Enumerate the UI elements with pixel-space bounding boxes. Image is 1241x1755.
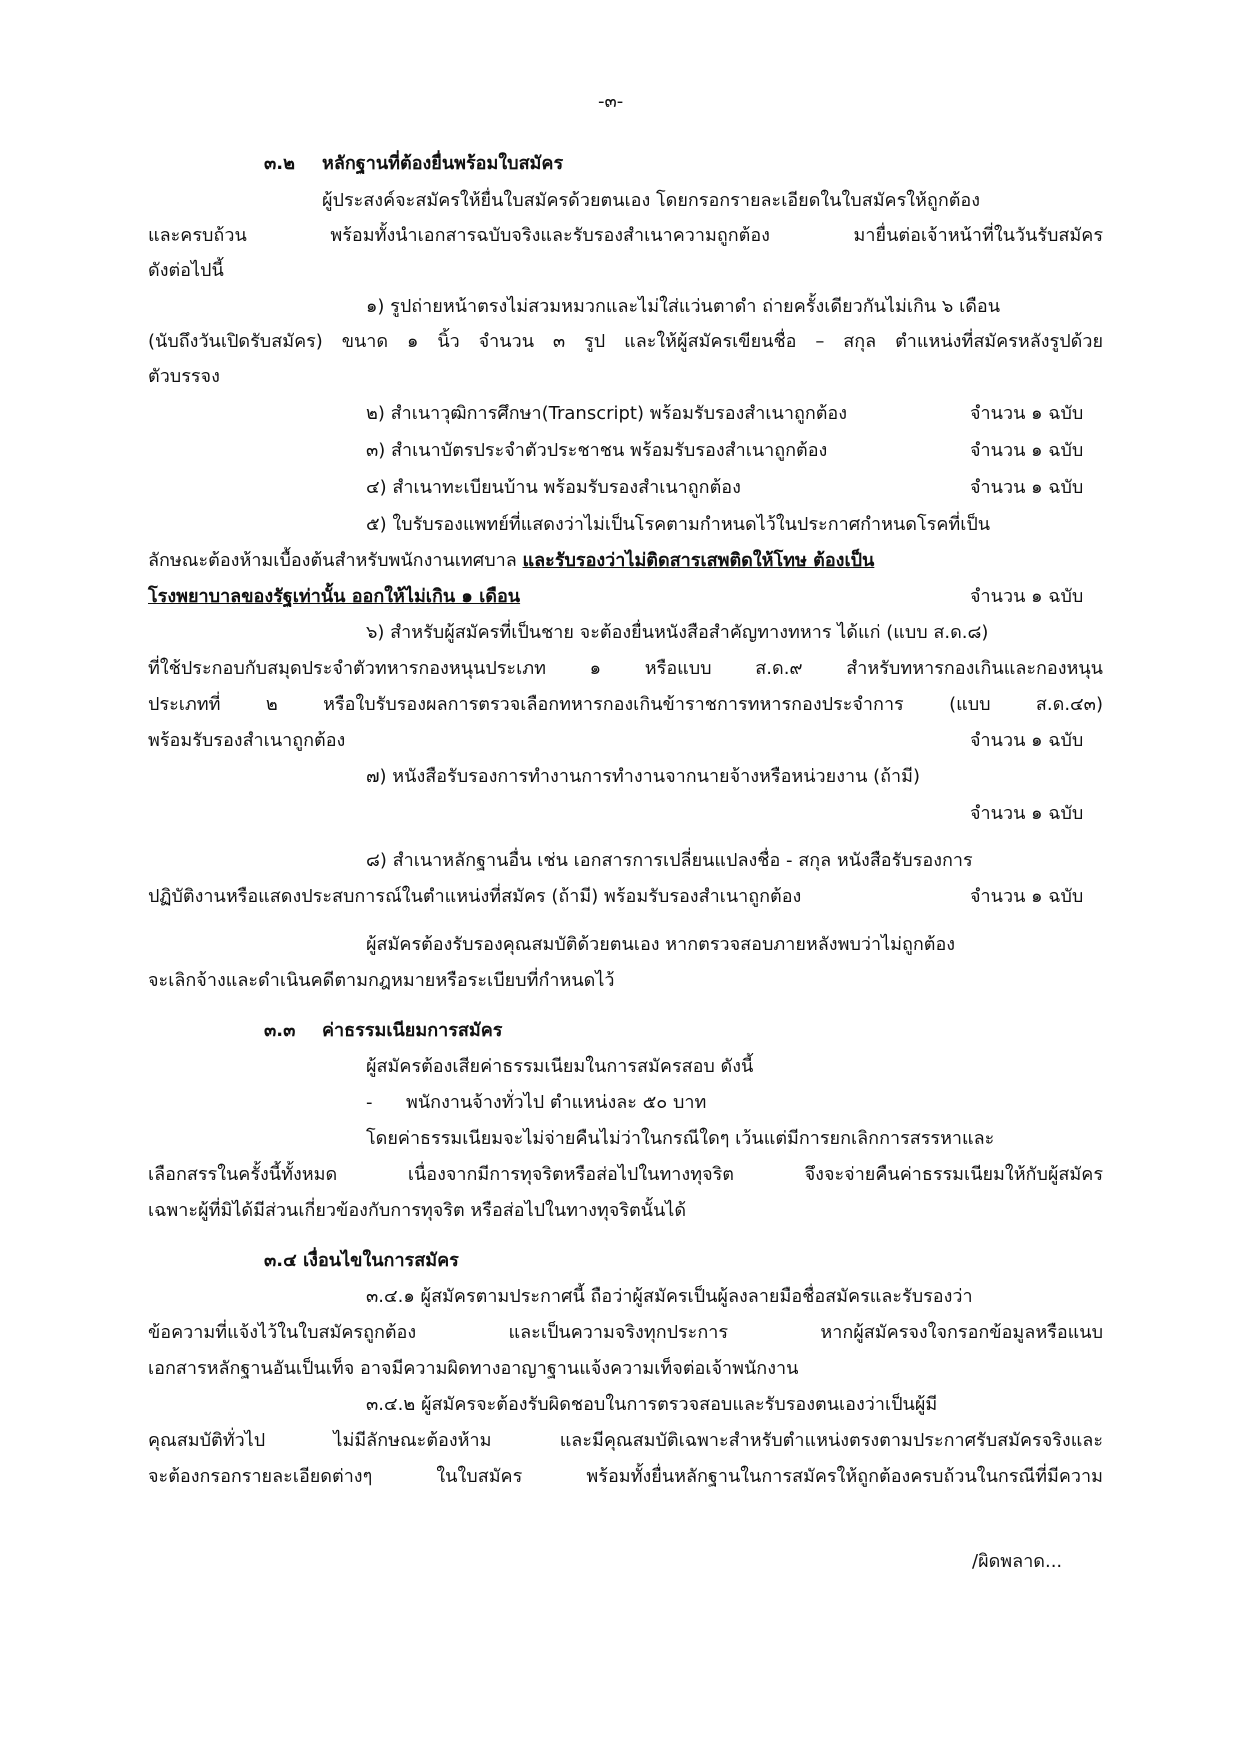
item-4: ๔) สำเนาทะเบียนบ้าน พร้อมรับรองสำเนาถูกต้อง	[366, 477, 741, 498]
item-5-line-2	[148, 547, 874, 575]
section-3-3-number: ๓.๓	[264, 1020, 296, 1041]
cond-1-line-1: ๓.๔.๑ ผู้สมัครตามประกาศนี้ ถือว่าผู้สมัครเป็นผู้ลงลายมือชื่อสมัครและรับรองว่า	[366, 1286, 973, 1307]
fee-para-line-2: เลือกสรรในครั้งนี้ทั้งหมด เนื่องจากมีการทุจริตหรือส่อไปในทางทุจริต จึงจะจ่ายคืนค่าธรรมเนียมให้กับผู้สมัคร	[148, 1164, 1103, 1185]
item-5-line-2-underlined: และรับรองว่าไม่ติดสารเสพติดให้โทษ ต้องเป็น	[522, 550, 875, 571]
item-8-line-1: ๘) สำเนาหลักฐานอื่น เช่น เอกสารการเปลี่ยนแปลงชื่อ - สกุล หนังสือรับรองการ	[366, 850, 973, 871]
item-3-quantity: จำนวน ๑ ฉบับ	[970, 440, 1084, 461]
section-3-2-intro-line-2: และครบถ้วน พร้อมทั้งนำเอกสารฉบับจริงและรับรองสำเนาความถูกต้อง มายื่นต่อเจ้าหน้าที่ในวันรับสมัคร	[148, 225, 1103, 246]
section-3-2-number: ๓.๒	[264, 153, 296, 174]
fee-bullet: พนักงานจ้างทั่วไป ตำแหน่งละ ๕๐ บาท	[406, 1092, 707, 1113]
item-5-line-1: ๕) ใบรับรองแพทย์ที่แสดงว่าไม่เป็นโรคตามกำหนดไว้ในประกาศกำหนดโรคที่เป็น	[366, 514, 991, 535]
cond-2-line-1: ๓.๔.๒ ผู้สมัครจะต้องรับผิดชอบในการตรวจสอบและรับรองตนเองว่าเป็นผู้มี	[366, 1394, 938, 1415]
item-6-line-2: ที่ใช้ประกอบกับสมุดประจำตัวทหารกองหนุนประเภท ๑ หรือแบบ ส.ด.๙ สำหรับทหารกองเกินและกองหนุน	[148, 658, 1103, 679]
item-5-quantity: จำนวน ๑ ฉบับ	[970, 586, 1084, 607]
item-4-quantity: จำนวน ๑ ฉบับ	[970, 477, 1084, 498]
item-7-quantity: จำนวน ๑ ฉบับ	[970, 803, 1084, 824]
section-3-2-heading: หลักฐานที่ต้องยื่นพร้อมใบสมัคร	[322, 153, 564, 174]
item-1-line-2: (นับถึงวันเปิดรับสมัคร) ขนาด ๑ นิ้ว จำนวน ๓ รูป และให้ผู้สมัครเขียนชื่อ – สกุล ตำแหน่งที่สมัครหลังรูปด้วย	[148, 331, 1103, 352]
cond-2-line-3: จะต้องกรอกรายละเอียดต่างๆ ในใบสมัคร พร้อมทั้งยื่นหลักฐานในการสมัครให้ถูกต้องครบถ้วนในกรณีที่มีความ	[148, 1466, 1103, 1487]
item-5-line-3-underlined: โรงพยาบาลของรัฐเท่านั้น ออกให้ไม่เกิน ๑ เดือน	[148, 586, 521, 607]
item-8-line-2: ปฏิบัติงานหรือแสดงประสบการณ์ในตำแหน่งที่สมัคร (ถ้ามี) พร้อมรับรองสำเนาถูกต้อง	[148, 886, 802, 907]
section-3-3-heading: ค่าธรรมเนียมการสมัคร	[322, 1020, 503, 1041]
item-6-line-3: ประเภทที่ ๒ หรือใบรับรองผลการตรวจเลือกทหารกองเกินข้าราชการทหารกองประจำการ (แบบ ส.ด.๔๓)	[148, 694, 1103, 715]
item-6-line-4: พร้อมรับรองสำเนาถูกต้อง	[148, 730, 346, 751]
fee-para-line-1: โดยค่าธรรมเนียมจะไม่จ่ายคืนไม่ว่าในกรณีใดๆ เว้นแต่มีการยกเลิกการสรรหาและ	[366, 1128, 995, 1149]
page-number: -๓-	[598, 91, 624, 112]
item-6-quantity: จำนวน ๑ ฉบับ	[970, 730, 1084, 751]
item-2-quantity: จำนวน ๑ ฉบับ	[970, 403, 1084, 424]
closing-line-1: ผู้สมัครต้องรับรองคุณสมบัติด้วยตนเอง หากตรวจสอบภายหลังพบว่าไม่ถูกต้อง	[366, 934, 956, 955]
section-3-3-line-1: ผู้สมัครต้องเสียค่าธรรมเนียมในการสมัครสอบ ดังนี้	[366, 1056, 754, 1077]
item-7: ๗) หนังสือรับรองการทำงานการทำงานจากนายจ้างหรือหน่วยงาน (ถ้ามี)	[366, 766, 921, 787]
section-3-2-intro-line-1: ผู้ประสงค์จะสมัครให้ยื่นใบสมัครด้วยตนเอง โดยกรอกรายละเอียดในใบสมัครให้ถูกต้อง	[322, 190, 981, 211]
closing-line-2: จะเลิกจ้างและดำเนินคดีตามกฎหมายหรือระเบียบที่กำหนดไว้	[148, 970, 615, 991]
item-8-quantity: จำนวน ๑ ฉบับ	[970, 886, 1084, 907]
item-3: ๓) สำเนาบัตรประจำตัวประชาชน พร้อมรับรองสำเนาถูกต้อง	[366, 440, 828, 461]
item-5-line-2-text: ลักษณะต้องห้ามเบื้องต้นสำหรับพนักงานเทศบาล	[148, 550, 523, 571]
fee-bullet-dash: -	[366, 1092, 373, 1113]
fee-para-line-3: เฉพาะผู้ที่มิได้มีส่วนเกี่ยวข้องกับการทุจริต หรือส่อไปในทางทุจริตนั้นได้	[148, 1200, 687, 1221]
item-1-line-3: ตัวบรรจง	[148, 366, 220, 387]
continuation-marker: /ผิดพลาด...	[972, 1551, 1063, 1572]
item-1-line-1: ๑) รูปถ่ายหน้าตรงไม่สวมหมวกและไม่ใส่แว่นตาดำ ถ่ายครั้งเดียวกันไม่เกิน ๖ เดือน	[366, 296, 1001, 317]
cond-1-line-2: ข้อความที่แจ้งไว้ในใบสมัครถูกต้อง และเป็นความจริงทุกประการ หากผู้สมัครจงใจกรอกข้อมูลหรือแนบ	[148, 1322, 1103, 1343]
item-2: ๒) สำเนาวุฒิการศึกษา(Transcript) พร้อมรับรองสำเนาถูกต้อง	[366, 403, 848, 424]
cond-2-line-2: คุณสมบัติทั่วไป ไม่มีลักษณะต้องห้าม และมีคุณสมบัติเฉพาะสำหรับตำแหน่งตรงตามประกาศรับสมัครจริงและ	[148, 1430, 1103, 1451]
section-3-2-intro-line-3: ดังต่อไปนี้	[148, 260, 224, 281]
cond-1-line-3: เอกสารหลักฐานอันเป็นเท็จ อาจมีความผิดทางอาญาฐานแจ้งความเท็จต่อเจ้าพนักงาน	[148, 1358, 799, 1379]
section-3-4-heading: ๓.๔ เงื่อนไขในการสมัคร	[264, 1250, 459, 1271]
item-6-line-1: ๖) สำหรับผู้สมัครที่เป็นชาย จะต้องยื่นหนังสือสำคัญทางทหาร ได้แก่ (แบบ ส.ด.๘)	[366, 622, 989, 643]
